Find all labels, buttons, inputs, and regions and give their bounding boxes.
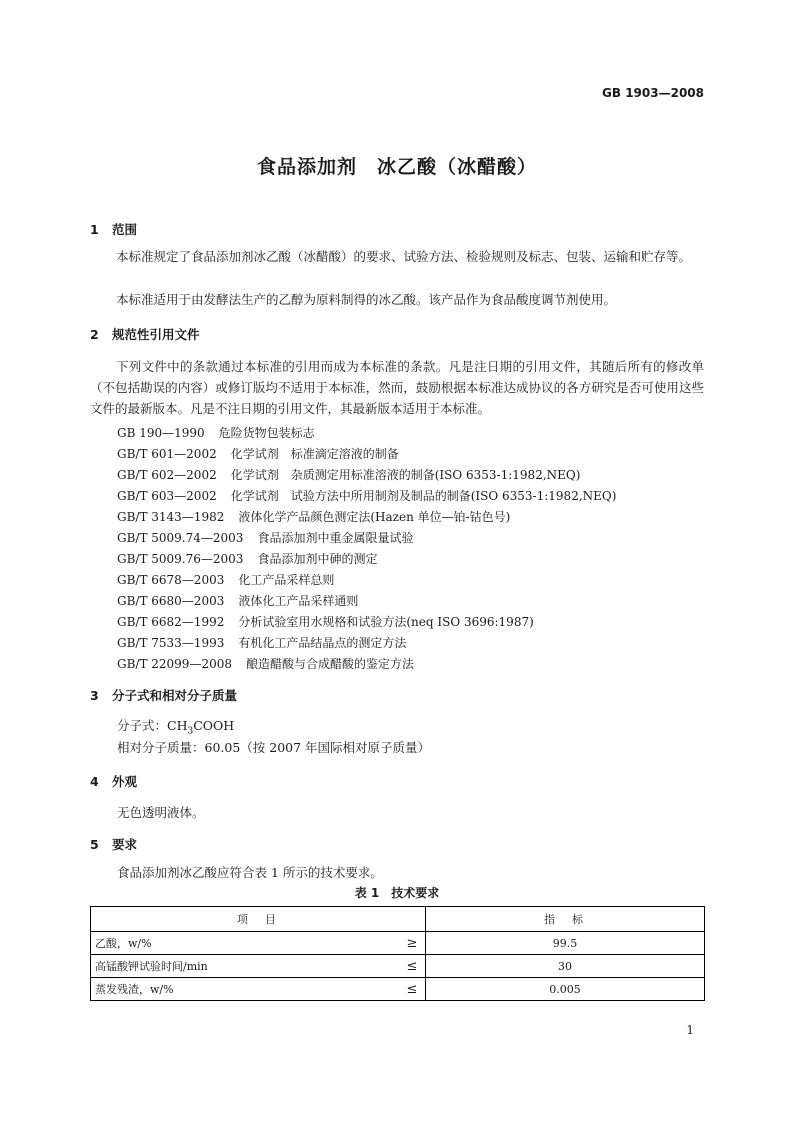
reference-item	[117, 549, 616, 570]
reference-item	[117, 486, 616, 507]
section-5-heading	[90, 835, 137, 853]
requirements-text: 食品添加剂冰乙酸应符合表 1 所示的技术要求。	[117, 865, 383, 880]
row-operator: ≤	[399, 978, 426, 1001]
reference-code: GB/T 6682—1992	[117, 615, 225, 629]
reference-item	[117, 444, 616, 465]
molecular-mass: 相对分子质量：60.05（按 2007 年国际相对原子质量）	[117, 740, 431, 755]
reference-code: GB/T 6680—2003	[117, 594, 225, 608]
reference-title: 液体化学产品颜色测定法(Hazen 单位—铂-钴色号)	[238, 510, 511, 524]
table-row	[91, 955, 705, 978]
reference-title: 化学试剂 标准滴定溶液的制备	[230, 447, 399, 461]
section-number: 3	[90, 688, 99, 703]
reference-code: GB/T 6678—2003	[117, 573, 225, 587]
table-row	[91, 978, 705, 1001]
section-2-heading	[90, 325, 200, 343]
reference-title: 食品添加剂中砷的测定	[257, 552, 378, 566]
standard-number: GB 1903—2008	[602, 86, 704, 100]
reference-title: 危险货物包装标志	[218, 426, 315, 440]
reference-code: GB/T 22099—2008	[117, 657, 232, 671]
reference-title: 化工产品采样总则	[238, 573, 335, 587]
reference-code: GB/T 5009.76—2003	[117, 552, 244, 566]
reference-item	[117, 591, 616, 612]
scope-paragraph-2: 本标准适用于由发酵法生产的乙醇为原料制得的冰乙酸。该产品作为食品酸度调节剂使用。	[116, 292, 617, 307]
reference-item	[117, 612, 616, 633]
section-4-heading	[90, 772, 137, 790]
reference-code: GB/T 601—2002	[117, 447, 217, 461]
row-item: 蒸发残渣，w/%	[91, 978, 400, 1001]
reference-title: 分析试验室用水规格和试验方法(neq ISO 3696:1987)	[238, 615, 534, 629]
reference-item	[117, 570, 616, 591]
reference-item	[117, 423, 616, 444]
reference-item	[117, 507, 616, 528]
column-header-item: 项 目	[91, 907, 426, 932]
formula-subscript: 3	[187, 726, 194, 737]
section-number: 4	[90, 774, 99, 789]
section-number: 5	[90, 837, 99, 852]
reference-item	[117, 633, 616, 654]
reference-title: 有机化工产品结晶点的测定方法	[238, 636, 407, 650]
section-title: 规范性引用文件	[112, 327, 200, 342]
section-title: 要求	[112, 837, 138, 852]
row-value: 99.5	[426, 932, 705, 955]
reference-item	[117, 465, 616, 486]
reference-code: GB/T 5009.74—2003	[117, 531, 244, 545]
table-row	[91, 932, 705, 955]
normative-reference-list	[117, 423, 616, 675]
reference-title: 液体化工产品采样通则	[238, 594, 359, 608]
reference-item	[117, 654, 616, 675]
page-number: 1	[686, 1023, 694, 1037]
document-title: 食品添加剂 冰乙酸（冰醋酸）	[256, 156, 537, 178]
section-title: 范围	[112, 222, 138, 237]
row-item: 高锰酸钾试验时间/min	[91, 955, 400, 978]
molecular-formula	[117, 716, 234, 737]
row-value: 0.005	[426, 978, 705, 1001]
section-number: 1	[90, 222, 99, 237]
table-caption: 表 1 技术要求	[354, 886, 440, 900]
reference-item	[117, 528, 616, 549]
scope-paragraph-1: 本标准规定了食品添加剂冰乙酸（冰醋酸）的要求、试验方法、检验规则及标志、包装、运输和贮存等。	[116, 249, 692, 264]
row-operator: ≤	[399, 955, 426, 978]
section-3-heading	[90, 686, 237, 704]
row-operator: ≥	[399, 932, 426, 955]
column-header-value: 指 标	[426, 907, 705, 932]
reference-title: 食品添加剂中重金属限量试验	[257, 531, 414, 545]
section-title: 外观	[112, 774, 138, 789]
reference-title: 化学试剂 杂质测定用标准溶液的制备(ISO 6353-1:1982,NEQ)	[230, 468, 581, 482]
table-header-row	[91, 907, 705, 932]
reference-code: GB/T 7533—1993	[117, 636, 225, 650]
section-number: 2	[90, 327, 99, 342]
reference-code: GB/T 3143—1982	[117, 510, 225, 524]
formula-part: COOH	[193, 718, 235, 733]
reference-title: 酿造醋酸与合成醋酸的鉴定方法	[245, 657, 414, 671]
section-title: 分子式和相对分子质量	[112, 688, 238, 703]
references-intro-paragraph: 下列文件中的条款通过本标准的引用而成为本标准的条款。凡是注日期的引用文件，其随后所有的修改单（不包括勘误的内容）或修订版均不适用于本标准，然而，鼓励根据本标准达成协议的各方研究是否可使用这些文件的最新版本。凡是不注日期的引用文件，其最新版本适用于本标准。	[90, 359, 704, 416]
row-item: 乙酸，w/%	[91, 932, 400, 955]
formula-part: CH	[167, 718, 188, 733]
technical-requirements-table	[90, 906, 705, 1001]
section-1-heading	[90, 220, 137, 238]
reference-code: GB/T 602—2002	[117, 468, 217, 482]
formula-label: 分子式：	[117, 718, 168, 733]
reference-code: GB 190—1990	[117, 426, 205, 440]
appearance-text: 无色透明液体。	[117, 805, 205, 820]
reference-code: GB/T 603—2002	[117, 489, 217, 503]
row-value: 30	[426, 955, 705, 978]
reference-title: 化学试剂 试验方法中所用制剂及制品的制备(ISO 6353-1:1982,NEQ)	[230, 489, 617, 503]
